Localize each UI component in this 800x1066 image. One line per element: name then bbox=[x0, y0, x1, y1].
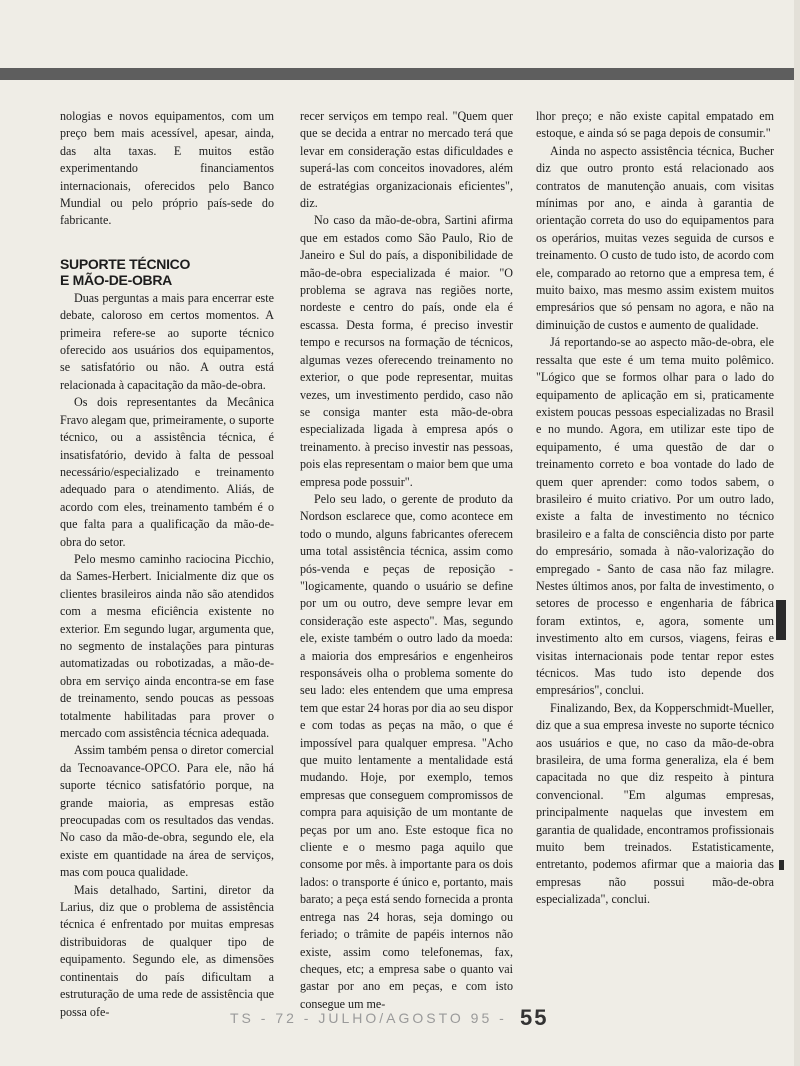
paragraph: nologias e novos equipamentos, com um preço bem mais acessível, apesar, ainda, das alta taxas. E muitos estão experimentando financiamentos internacionais, oferecidos pelo Banco Mundial ou pelo próprio país-sede do fabricante. bbox=[60, 109, 274, 228]
paragraph: recer serviços em tempo real. "Quem quer que se decida a entrar no mercado terá que levar em consideração estas dificuldades e superá-las com conceitos inovadores, além de estratégias organizacionais eficientes", diz. bbox=[300, 109, 513, 211]
paragraph: No caso da mão-de-obra, Sartini afirma que em estados como São Paulo, Rio de Janeiro e Sul do país, a disponibilidade de mão-de-obra especializada é maior. "O problema se agrava nas regiões norte, nordeste e centro do país, onde ela é escassa. Desta forma, é preciso investir tempo e recursos na formação de técnicos, algumas vezes oferecendo treinamento no exterior, o que pode representar, muitas vezes, um investimento perdido, caso não se consiga manter esta mão-de-obra especializada ligada à empresa após o treinamento. à preciso investir nas pessoas, pois elas representam o maior bem que uma empresa pode possuir". bbox=[300, 213, 513, 489]
header-rule bbox=[0, 68, 800, 80]
paragraph: Duas perguntas a mais para encerrar este debate, caloroso em certos momentos. A primeira refere-se ao suporte técnico oferecido aos usuários dos equipamentos, se satisfatório ou não. A outra está relacionada à capacitação da mão-de-obra. bbox=[60, 290, 274, 392]
heading-line-1: SUPORTE TÉCNICO bbox=[60, 255, 191, 272]
paragraph: Já reportando-se ao aspecto mão-de-obra, ele ressalta que este é um tema muito polêmico. "Lógico que se formos olhar para o lado do equipamento de aplicação em si, praticamente existem poucas pessoas especializadas no Brasil e no mundo. Agora, em utilizar este tipo de equipamento, é uma questão de dar o treinamento correto e boa vontade do lado de quem quer aprender: como todos sabem, o brasileiro é muito criativo. Por um outro lado, existe a falta de investimento no técnico brasileiro e a falta de consciência disto por parte do empresário, somada à não-valorização do empregado - Santo de casa não faz milagre. Nestes últimos anos, por falta de investimento, o setores de processo e engenharia de fábrica foram extintos, e, agora, somente um investimento alto em cursos, viagens, feiras e visitas internacionais pode tentar repor estes técnicos. Mas tudo isto depende dos empresários", conclui. bbox=[536, 335, 774, 698]
paragraph: Assim também pensa o diretor comercial da Tecnoavance-OPCO. Para ele, não há suporte técnico satisfatório porque, na grande maioria, as empresas estão preocupadas com os resultados das vendas. No caso da mão-de-obra, segundo ele, ela existe em quantidade na área de serviços, mas com pouca qualidade. bbox=[60, 743, 274, 880]
edge-mark bbox=[776, 600, 786, 640]
page-edge bbox=[794, 0, 800, 1066]
column-2 bbox=[300, 108, 513, 1013]
paragraph: Pelo seu lado, o gerente de produto da Nordson esclarece que, como acontece em todo o mundo, alguns fabricantes oferecem uma total assistência técnica, assim como pós-venda e peças de reposição - "logicamente, quando o usuário se define por um ou outro, deve sempre levar em consideração este aspecto". Mas, segundo ele, existe também o outro lado da moeda: a maioria dos empresários e engenheiros responsáveis olha o problema somente do seu lado: eles entendem que uma empresa tem que estar 24 horas por dia ao seu dispor e com todas as peças na mão, o que é impossível para qualquer empresa. "Acho que muito lentamente a mentalidade está mudando. Hoje, por exemplo, temos empresas que conseguem compromissos de compra para aquisição de um montante de peças por um ano. Este estoque fica no cliente e o mesmo paga aquilo que consome por mês. à importante para os dois lados: o transporte é único e, portanto, mais barato; a peça está sendo fornecida a pronta entrega nas 24 horas, seja domingo ou feriado; o trâmite de papéis internos não existe, assim como telefonemas, fax, cheques, etc; a empresa sabe o quanto vai gastar por ano em peças, e com isto consegue um me- bbox=[300, 491, 513, 1011]
column-1 bbox=[60, 108, 274, 1021]
paragraph: lhor preço; e não existe capital empatado em estoque, e ainda só se paga depois de consumir." bbox=[536, 109, 774, 141]
heading-line-2: E MÃO-DE-OBRA bbox=[60, 271, 172, 288]
column-3 bbox=[536, 108, 774, 909]
edge-mark bbox=[779, 860, 784, 870]
paragraph: Ainda no aspecto assistência técnica, Bucher diz que outro pronto está relacionado aos contratos de manutenção anuais, com visitas mínimas por ano, e ainda à garantia de orientação correta do uso do equipamentos para os operários, muitas vezes seguida de cursos e treinamento. O custo de tudo isto, de acordo com ele, comparado ao retorno que a empresa tem, é muito baixo, mas mesmo assim existem muitos empresários que só pensam no agora, e não na diminuição de custos e aumento de qualidade. bbox=[536, 143, 774, 332]
bleed-through-area bbox=[0, 0, 800, 68]
paragraph: Mais detalhado, Sartini, diretor da Larius, diz que o problema de assistência técnica é enfrentado por muitas empresas distribuidoras de qualquer tipo de equipamento. Segundo ele, as dimensões continentais do país dificultam a estruturação de uma rede de assistência que possa ofe- bbox=[60, 882, 274, 1019]
paragraph: Pelo mesmo caminho raciocina Picchio, da Sames-Herbert. Inicialmente diz que os clientes brasileiros ainda não são atendidos com a mesma eficiência existente no exterior. Em segundo lugar, argumenta que, no segmento de instalações para pinturas automatizadas ou robotizadas, a mão-de-obra em serviço ainda encontra-se em fase de treinamento, sendo poucas as pessoas totalmente habilitadas para prover o mercado com assistência técnica adequada. bbox=[60, 551, 274, 740]
paragraph: Os dois representantes da Mecânica Fravo alegam que, primeiramente, o suporte técnico, ou a assistência técnica, é insatisfatório, devido à falta de pessoal necessário/especializado e treinamento adequado para o atendimento. Aliás, de acordo com eles, treinamento também é o que falta para a qualificação da mão-de-obra do setor. bbox=[60, 395, 274, 549]
section-heading bbox=[60, 256, 274, 288]
page-footer: TS - 72 - JULHO/AGOSTO 95 - bbox=[230, 1010, 507, 1026]
page-number: 55 bbox=[520, 1005, 549, 1030]
paragraph: Finalizando, Bex, da Kopperschmidt-Mueller, diz que a sua empresa investe no suporte técnico aos usuários e que, no caso da mão-de-obra brasileira, de uma forma generaliza, ela é bem capacitada no que diz respeito à pintura convencional. "Em algumas empresas, principalmente naquelas que investem em garantia de qualidade, encontramos profissionais muito bem treinados. Estatisticamente, entretanto, podemos afirmar que a maioria das empresas não possui mão-de-obra especializada", conclui. bbox=[536, 700, 774, 907]
